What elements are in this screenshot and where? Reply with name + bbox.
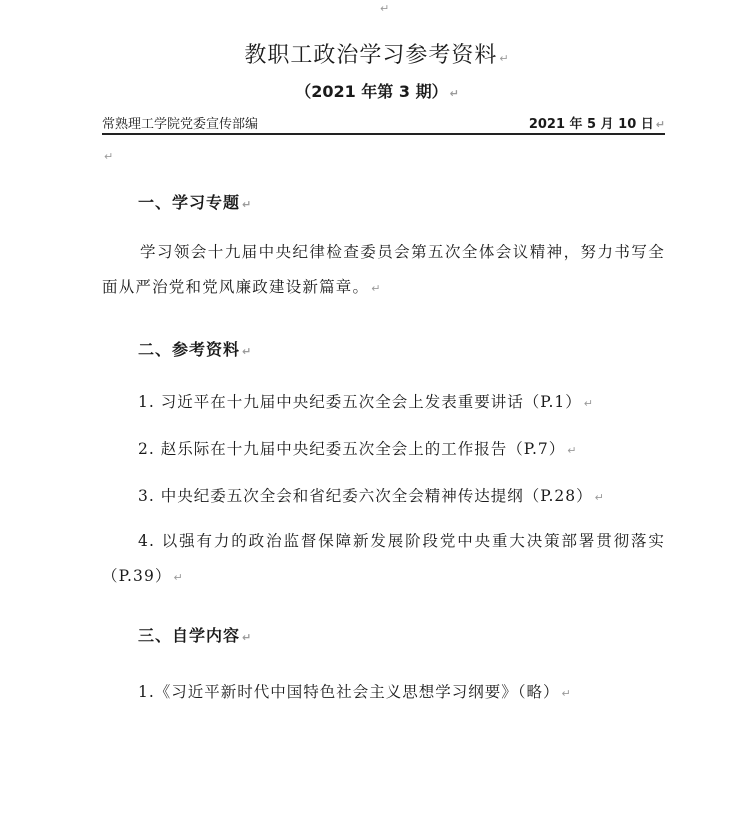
paragraph-mark-icon: ↵ — [173, 571, 184, 584]
issue-date: 2021 年 5 月 10 日 ↵ — [528, 117, 665, 132]
paragraph-mark-icon: ↵ — [499, 52, 510, 65]
issue-subtitle: （2021 年第 3 期） ↵ — [295, 82, 459, 101]
reference-item-2: 2. 赵乐际在十九届中央纪委五次全会上的工作报告（P.7） ↵ — [138, 440, 578, 458]
paragraph-mark-icon: ↵ — [104, 150, 114, 163]
paragraph-mark-icon: ↵ — [561, 687, 572, 700]
paragraph-mark-icon: ↵ — [655, 118, 665, 131]
paragraph-mark-icon: ↵ — [583, 397, 595, 410]
editor-label: 常熟理工学院党委宣传部编 — [102, 117, 259, 132]
section-heading-study-topic: 一、学习专题 ↵ — [138, 193, 253, 212]
section-heading-references: 二、参考资料 ↵ — [138, 340, 253, 359]
paragraph-mark-icon: ↵ — [594, 491, 605, 504]
paragraph-mark-icon: ↵ — [242, 345, 253, 358]
reference-item-3: 3. 中央纪委五次全会和省纪委六次全会精神传达提纲（P.28） ↵ — [138, 487, 605, 505]
paragraph-mark-icon: ↵ — [242, 198, 253, 211]
reference-item-1: 1. 习近平在十九届中央纪委五次全会上发表重要讲话（P.1） ↵ — [138, 393, 595, 411]
paragraph-mark-icon: ↵ — [380, 2, 390, 15]
header-bar — [102, 113, 665, 135]
document-title: 教职工政治学习参考资料 ↵ — [244, 43, 510, 68]
section-heading-self-study: 三、自学内容 ↵ — [138, 626, 253, 645]
paragraph-mark-icon: ↵ — [371, 282, 382, 295]
paragraph-mark-icon: ↵ — [449, 87, 459, 100]
paragraph-mark-icon: ↵ — [242, 631, 253, 644]
paragraph-mark-icon: ↵ — [567, 444, 578, 457]
reference-item-4: 4. 以强有力的政治监督保障新发展阶段党中央重大决策部署贯彻落实（P.39） ↵ — [102, 532, 665, 585]
study-topic-paragraph: 学习领会十九届中央纪律检查委员会第五次全体会议精神，努力书写全面从严治党和党风廉政建设新篇章。 ↵ — [102, 243, 665, 296]
self-study-item-1: 1.《习近平新时代中国特色社会主义思想学习纲要》（略） ↵ — [138, 683, 572, 701]
